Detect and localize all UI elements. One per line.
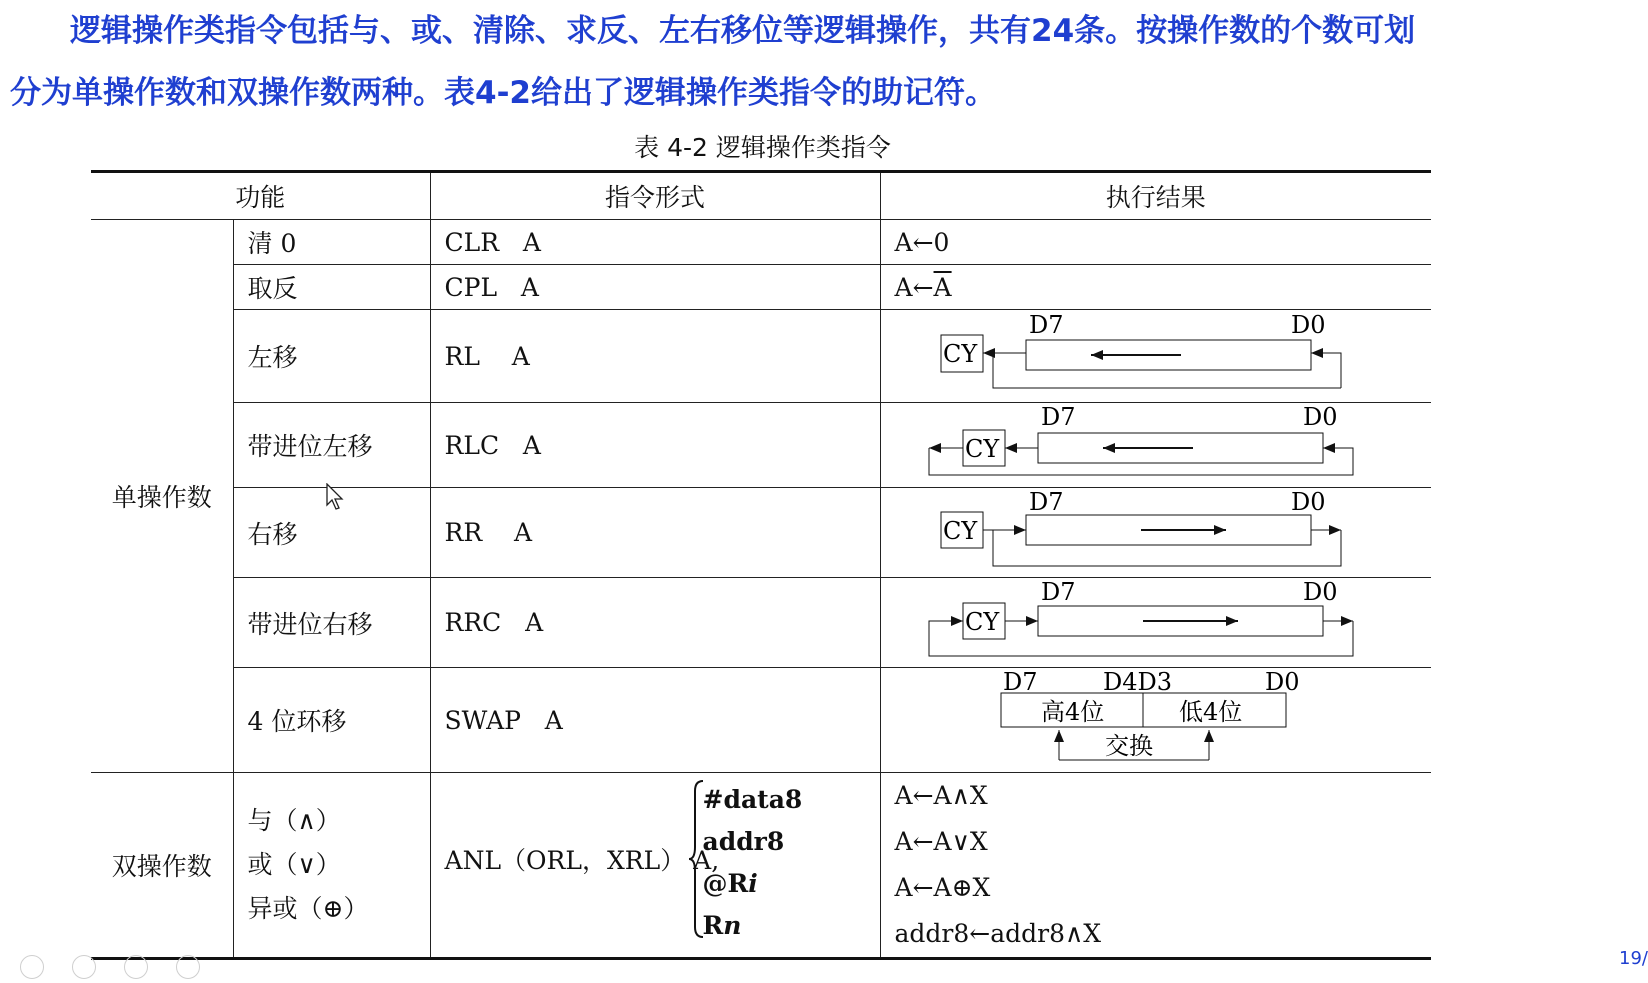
diagram-swap — [880, 668, 1431, 773]
double-instr-cell — [430, 773, 880, 959]
nav-dot[interactable] — [124, 955, 148, 979]
table-row — [91, 220, 1431, 265]
intro-paragraph — [10, 0, 1635, 124]
label-d7: D7 — [1028, 311, 1064, 339]
cy-box: CY — [942, 517, 977, 545]
double-ops-cell — [233, 773, 430, 959]
op-xor: 异或（⊕） — [247, 894, 369, 923]
table-row-double — [91, 773, 1431, 959]
label-d4d3: D4D3 — [1102, 668, 1172, 696]
intro-line-2: 分为单操作数和双操作数两种。表4-2给出了逻辑操作类指令的助记符。 — [10, 75, 997, 111]
intro-line-1: 逻辑操作类指令包括与、或、清除、求反、左右移位等逻辑操作，共有24条。按操作数的个数可划 — [70, 13, 1416, 49]
operand-list — [703, 779, 803, 947]
header-function: 功能 — [91, 172, 430, 220]
label-d0: D0 — [1264, 668, 1300, 696]
result-xor: A←A⊕X — [894, 873, 991, 902]
label-d7: D7 — [1002, 668, 1038, 696]
operand-ri: @Ri — [702, 869, 758, 898]
cy-box: CY — [942, 340, 977, 368]
double-ops-list — [248, 799, 430, 931]
header-instruction: 指令形式 — [430, 172, 880, 220]
label-d7: D7 — [1040, 578, 1076, 606]
op-and: 与（∧） — [247, 806, 341, 835]
instr-cell: CLR A — [430, 220, 880, 265]
label-d0: D0 — [1302, 403, 1338, 431]
result-cell: $A\leftarrow\overline{A}$ — [880, 265, 1431, 310]
diagram-rlc — [880, 403, 1431, 488]
cy-box: CY — [964, 435, 999, 463]
table-row — [91, 310, 1431, 403]
instr-cell: RRC A — [430, 578, 880, 668]
func-cell: 右移 — [233, 488, 430, 578]
operand-data8: #data8 — [702, 785, 803, 814]
func-cell: 左移 — [233, 310, 430, 403]
label-d0: D0 — [1290, 311, 1326, 339]
func-cell: 清 0 — [233, 220, 430, 265]
label-d7: D7 — [1028, 488, 1064, 516]
diagram-rrc — [880, 578, 1431, 668]
label-d0: D0 — [1290, 488, 1326, 516]
label-swap: 交换 — [1104, 732, 1153, 760]
label-d0: D0 — [1302, 578, 1338, 606]
label-low-nibble: 低4位 — [1178, 698, 1242, 726]
nav-dot[interactable] — [176, 955, 200, 979]
instr-cell: CPL A — [430, 265, 880, 310]
nav-dot[interactable] — [72, 955, 96, 979]
diagram-rr — [880, 488, 1431, 578]
instr-cell: RLC A — [430, 403, 880, 488]
double-instr: ANL（ORL，XRL） A, — [444, 846, 720, 875]
group-single-operand: 单操作数 — [91, 220, 233, 773]
op-or: 或（∨） — [247, 850, 341, 879]
func-cell: 带进位左移 — [233, 403, 430, 488]
func-cell: 4 位环移 — [233, 668, 430, 773]
page-number: 19/ — [1619, 948, 1648, 969]
result-cell: A←0 — [880, 220, 1431, 265]
result-addr8: addr8←addr8∧X — [894, 919, 1102, 948]
table-header-row — [91, 172, 1431, 220]
nav-dot[interactable] — [20, 955, 44, 979]
mouse-pointer-icon — [326, 483, 346, 511]
label-high-nibble: 高4位 — [1040, 698, 1104, 726]
double-results-cell — [880, 773, 1431, 959]
slide-nav-dots[interactable] — [20, 955, 228, 983]
table-row — [91, 578, 1431, 668]
operand-rn: Rn — [702, 911, 742, 940]
func-cell: 带进位右移 — [233, 578, 430, 668]
table-row — [91, 488, 1431, 578]
table-row — [91, 668, 1431, 773]
result-or: A←A∨X — [894, 827, 988, 856]
result-and: A←A∧X — [894, 781, 988, 810]
table-caption: 表 4-2 逻辑操作类指令 — [634, 133, 891, 162]
diagram-rl — [880, 310, 1431, 403]
table-row — [91, 403, 1431, 488]
func-cell: 取反 — [233, 265, 430, 310]
label-d7: D7 — [1040, 403, 1076, 431]
header-result: 执行结果 — [880, 172, 1431, 220]
group-double-operand: 双操作数 — [91, 773, 233, 959]
table-row — [91, 265, 1431, 310]
instr-cell: RL A — [430, 310, 880, 403]
logic-instruction-table — [91, 170, 1431, 960]
operand-addr8: addr8 — [702, 827, 785, 856]
double-results-list — [895, 773, 1432, 957]
instr-cell: SWAP A — [430, 668, 880, 773]
instr-cell: RR A — [430, 488, 880, 578]
cy-box: CY — [964, 608, 999, 636]
